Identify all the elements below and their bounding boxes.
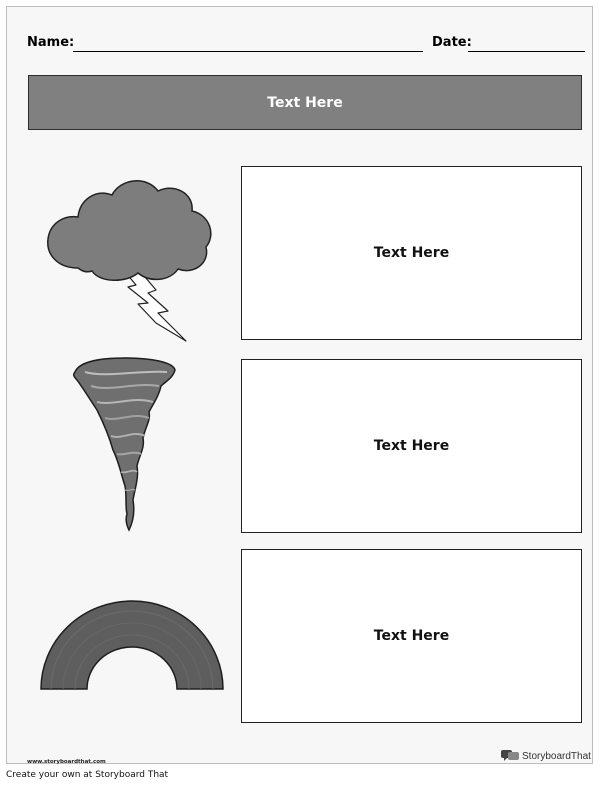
storm-cloud-icon [38, 173, 218, 343]
title-text: Text Here [267, 94, 343, 111]
answer-box-3[interactable] [241, 549, 582, 723]
date-label: Date: [432, 35, 472, 50]
worksheet-content [13, 11, 590, 769]
answer-box-1[interactable] [241, 166, 582, 340]
date-field[interactable] [468, 51, 585, 52]
title-bar[interactable] [28, 75, 582, 130]
answer-box-2-text: Text Here [373, 438, 450, 454]
name-label: Name: [27, 35, 75, 50]
rainbow-icon [37, 593, 227, 695]
answer-box-3-text: Text Here [373, 628, 450, 644]
answer-box-2[interactable] [241, 359, 582, 533]
brand-name: StoryboardThat [522, 750, 591, 762]
answer-box-1-text: Text Here [373, 245, 450, 261]
worksheet-page [6, 6, 593, 764]
name-field[interactable] [73, 51, 423, 52]
storyboard-caption[interactable]: Create your own at Storyboard That [6, 770, 169, 780]
speech-bubble-icon [501, 750, 519, 762]
tornado-icon [69, 356, 181, 532]
brand-logo[interactable] [501, 750, 591, 762]
footer-url: www.storyboardthat.com [27, 759, 106, 765]
